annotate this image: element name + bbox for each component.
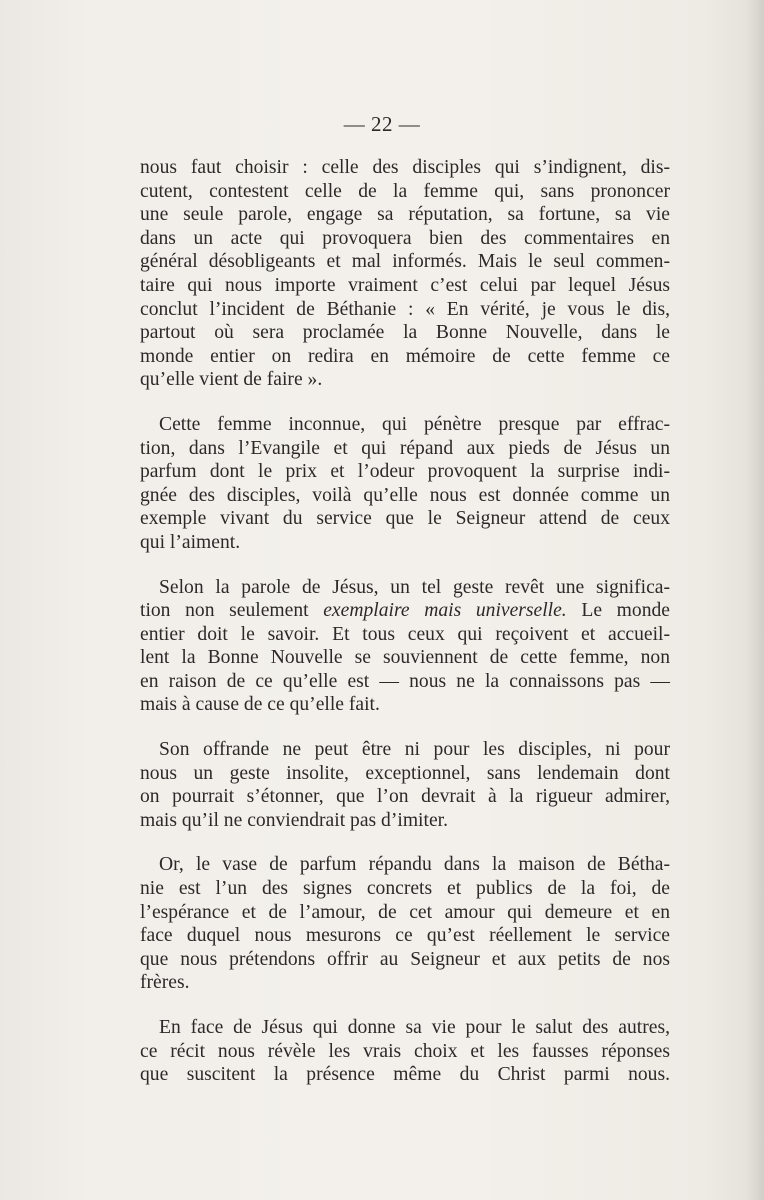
paragraph-1 xyxy=(140,156,670,392)
paragraph-5 xyxy=(140,853,670,995)
text-segment: Le monde xyxy=(566,600,670,622)
text-line: nie est l’un des signes concrets et publics de la foi, de xyxy=(140,878,670,900)
page-edge-shadow xyxy=(746,0,764,1200)
text-line: qu’elle vient de faire ». xyxy=(140,369,323,391)
text-line: dans un acte qui provoquera bien des commentaires en xyxy=(140,227,670,249)
text-line: général désobligeants et mal informés. Mais le seul commen- xyxy=(140,251,670,273)
paragraph-3 xyxy=(140,576,670,718)
text-line: Cette femme inconnue, qui pénètre presque par effrac- xyxy=(159,413,670,435)
text-line: que suscitent la présence même du Christ parmi nous. xyxy=(140,1064,670,1086)
paragraph-4 xyxy=(140,738,670,832)
emphasis-text: exemplaire mais universelle. xyxy=(323,600,567,622)
text-line: conclut l’incident de Béthanie : « En vérité, je vous le dis, xyxy=(140,298,670,320)
text-line: cutent, contestent celle de la femme qui, sans prononcer xyxy=(140,180,670,202)
text-line: Selon la parole de Jésus, un tel geste revêt une significa- xyxy=(159,576,670,598)
text-line: frères. xyxy=(140,972,190,994)
text-line: tion, dans l’Evangile et qui répand aux pieds de Jésus un xyxy=(140,437,670,459)
text-line: lent la Bonne Nouvelle se souviennent de cette femme, non xyxy=(140,647,670,669)
text-line: taire qui nous importe vraiment c’est celui par lequel Jésus xyxy=(140,274,670,296)
text-line: Or, le vase de parfum répandu dans la maison de Bétha- xyxy=(159,854,670,876)
body-text xyxy=(140,156,670,1108)
text-line: Son offrande ne peut être ni pour les disciples, ni pour xyxy=(159,739,670,761)
text-line: face duquel nous mesurons ce qu’est réellement le service xyxy=(140,925,670,947)
text-line: que nous prétendons offrir au Seigneur et aux petits de nos xyxy=(140,948,670,970)
text-line: une seule parole, engage sa réputation, sa fortune, sa vie xyxy=(140,204,670,226)
text-line: exemple vivant du service que le Seigneur attend de ceux xyxy=(140,508,670,530)
text-line: nous faut choisir : celle des disciples qui s’indignent, dis- xyxy=(140,157,670,178)
text-line: en raison de ce qu’elle est — nous ne la connaissons pas — xyxy=(140,670,670,692)
text-line: nous un geste insolite, exceptionnel, sans lendemain dont xyxy=(140,762,670,784)
text-line: qui l’aiment. xyxy=(140,531,241,553)
text-line: on pourrait s’étonner, que l’on devrait à la rigueur admirer, xyxy=(140,786,670,808)
text-line: partout où sera proclamée la Bonne Nouvelle, dans le xyxy=(140,322,670,344)
text-line: entier doit le savoir. Et tous ceux qui reçoivent et accueil- xyxy=(140,623,670,645)
text-line: ce récit nous révèle les vrais choix et les fausses réponses xyxy=(140,1040,670,1062)
text-line: mais à cause de ce qu’elle fait. xyxy=(140,694,380,716)
page-number: — 22 — xyxy=(343,112,421,136)
text-line: monde entier on redira en mémoire de cette femme ce xyxy=(140,345,670,367)
paragraph-6 xyxy=(140,1016,670,1087)
text-line-with-emphasis xyxy=(140,599,670,623)
text-line: l’espérance et de l’amour, de cet amour qui demeure et en xyxy=(140,901,670,923)
text-segment: tion non seulement xyxy=(140,600,324,622)
text-line: parfum dont le prix et l’odeur provoquent la surprise indi- xyxy=(140,461,670,483)
text-line: mais qu’il ne conviendrait pas d’imiter. xyxy=(140,809,448,831)
paragraph-2 xyxy=(140,413,670,555)
text-line: gnée des disciples, voilà qu’elle nous est donnée comme un xyxy=(140,484,670,506)
text-line: En face de Jésus qui donne sa vie pour le salut des autres, xyxy=(159,1017,670,1038)
